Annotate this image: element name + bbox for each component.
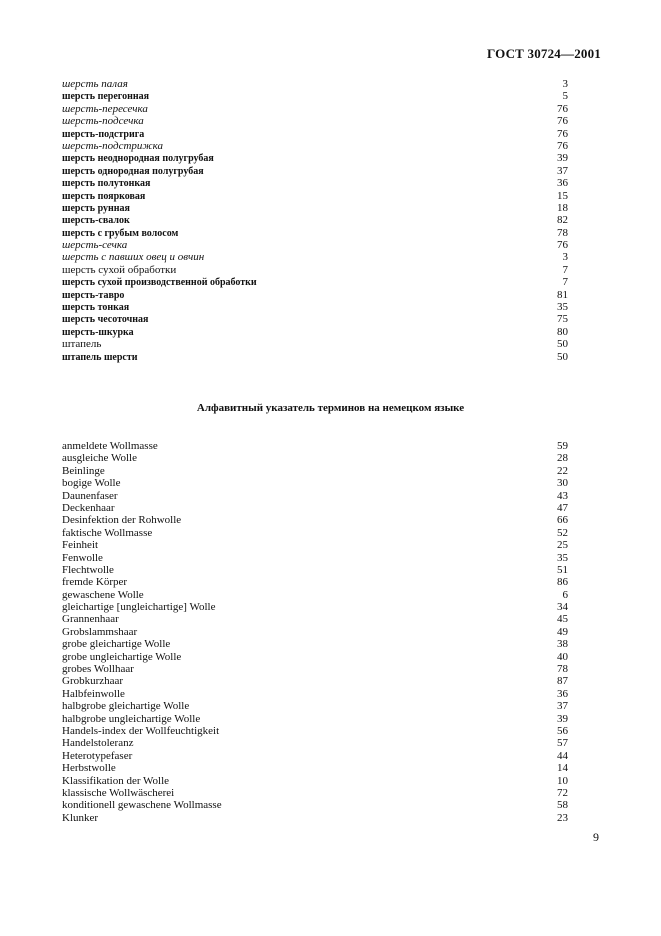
- index-term: шерсть-пересечка: [62, 102, 148, 115]
- index-entry: [62, 514, 568, 526]
- index-page-ref: 44: [557, 749, 568, 762]
- index-page-ref: 47: [557, 501, 568, 514]
- index-entry: [62, 477, 568, 489]
- index-entry: [62, 725, 568, 737]
- index-entry: [62, 663, 568, 675]
- index-page-ref: 43: [557, 489, 568, 502]
- index-term: шерсть сухой производственной обработки: [62, 277, 257, 289]
- index-entry: [62, 227, 568, 239]
- index-entry: [62, 762, 568, 774]
- index-page-ref: 5: [562, 90, 568, 103]
- index-entry: [62, 239, 568, 251]
- index-entry: [62, 638, 568, 650]
- index-entry: [62, 140, 568, 152]
- index-entry: [62, 490, 568, 502]
- index-page-ref: 78: [557, 226, 568, 239]
- index-term: штапель шерсти: [62, 351, 138, 363]
- russian-terms-index: [62, 78, 568, 363]
- index-term: konditionell gewaschene Wollmasse: [62, 799, 222, 812]
- index-term: Beinlinge: [62, 464, 105, 477]
- index-entry: [62, 440, 568, 452]
- index-page-ref: 34: [557, 601, 568, 614]
- index-page-ref: 45: [557, 613, 568, 626]
- index-page-ref: 22: [557, 464, 568, 477]
- index-page-ref: 49: [557, 625, 568, 638]
- index-term: Grobslammshaar: [62, 625, 138, 638]
- index-entry: [62, 251, 568, 263]
- index-page-ref: 15: [557, 189, 568, 202]
- index-term: Herbstwolle: [62, 762, 116, 775]
- index-entry: [62, 787, 568, 799]
- index-entry: [62, 601, 568, 613]
- index-term: halbgrobe ungleichartige Wolle: [62, 712, 201, 725]
- index-entry: [62, 313, 568, 325]
- index-page-ref: 36: [557, 177, 568, 190]
- index-entry: [62, 152, 568, 164]
- index-page-ref: 18: [557, 201, 568, 214]
- index-page-ref: 39: [557, 712, 568, 725]
- index-page-ref: 66: [557, 514, 568, 527]
- index-entry: [62, 202, 568, 214]
- index-term: шерсть-подстрига: [62, 128, 145, 140]
- index-page-ref: 50: [557, 338, 568, 351]
- index-page-ref: 87: [557, 675, 568, 688]
- index-term: шерсть перегонная: [62, 91, 150, 103]
- index-entry: [62, 326, 568, 338]
- index-page-ref: 39: [557, 152, 568, 165]
- index-page-ref: 3: [562, 251, 568, 264]
- index-page-ref: 7: [562, 263, 568, 276]
- index-page-ref: 72: [557, 786, 568, 799]
- index-term: шерсть-тавро: [62, 289, 125, 301]
- index-page-ref: 56: [557, 724, 568, 737]
- index-term: grobe ungleichartige Wolle: [62, 650, 182, 663]
- index-page-ref: 80: [557, 325, 568, 338]
- index-term: шерсть полутонкая: [62, 178, 151, 190]
- index-term: Fenwolle: [62, 551, 103, 564]
- index-term: шерсть однородная полугрубая: [62, 165, 204, 177]
- index-page-ref: 76: [557, 239, 568, 252]
- index-entry: [62, 799, 568, 811]
- index-entry: [62, 552, 568, 564]
- index-term: Grobkurzhaar: [62, 675, 124, 688]
- index-page-ref: 50: [557, 350, 568, 363]
- index-entry: [62, 750, 568, 762]
- index-page-ref: 23: [557, 811, 568, 824]
- index-term: halbgrobe gleichartige Wolle: [62, 700, 190, 713]
- index-page-ref: 76: [557, 139, 568, 152]
- index-page-ref: 51: [557, 563, 568, 576]
- index-entry: [62, 527, 568, 539]
- index-page-ref: 82: [557, 214, 568, 227]
- index-entry: [62, 177, 568, 189]
- index-entry: [62, 700, 568, 712]
- index-page-ref: 37: [557, 164, 568, 177]
- index-term: шерсть палая: [62, 78, 128, 90]
- index-entry: [62, 190, 568, 202]
- index-term: шерсть поярковая: [62, 190, 146, 202]
- index-term: Halbfeinwolle: [62, 687, 125, 700]
- index-entry: [62, 128, 568, 140]
- index-page-ref: 7: [562, 276, 568, 289]
- index-entry: [62, 737, 568, 749]
- index-entry: [62, 589, 568, 601]
- index-term: шерсть с грубым волосом: [62, 227, 179, 239]
- index-page-ref: 78: [557, 663, 568, 676]
- page-number: 9: [593, 830, 599, 844]
- index-term: шерсть-свалок: [62, 215, 130, 227]
- index-term: Klassifikation der Wolle: [62, 774, 170, 787]
- index-entry: [62, 564, 568, 576]
- index-page-ref: 10: [557, 774, 568, 787]
- index-page-ref: 76: [557, 115, 568, 128]
- index-term: grobe gleichartige Wolle: [62, 638, 171, 651]
- index-entry: [62, 90, 568, 102]
- index-entry: [62, 103, 568, 115]
- index-page-ref: 76: [557, 102, 568, 115]
- index-term: Grannenhaar: [62, 613, 119, 626]
- index-term: шерсть неоднородная полугрубая: [62, 153, 214, 165]
- german-terms-index: [62, 440, 568, 824]
- index-term: Feinheit: [62, 539, 99, 552]
- index-term: gewaschene Wolle: [62, 588, 144, 601]
- index-term: fremde Körper: [62, 576, 128, 589]
- index-term: шерсть-подсечка: [62, 115, 144, 128]
- index-entry: [62, 465, 568, 477]
- index-term: шерсть с павших овец и овчин: [62, 251, 205, 264]
- index-page-ref: 57: [557, 737, 568, 750]
- index-page-ref: 35: [557, 301, 568, 314]
- index-entry: [62, 502, 568, 514]
- index-page-ref: 40: [557, 650, 568, 663]
- index-page-ref: 52: [557, 526, 568, 539]
- index-term: ausgleiche Wolle: [62, 452, 137, 465]
- index-term: шерсть рунная: [62, 202, 130, 214]
- index-entry: [62, 713, 568, 725]
- index-page-ref: 28: [557, 452, 568, 465]
- index-entry: [62, 264, 568, 276]
- index-term: Handelstoleranz: [62, 737, 134, 750]
- index-entry: [62, 289, 568, 301]
- index-entry: [62, 576, 568, 588]
- index-term: шерсть-шкурка: [62, 326, 134, 338]
- index-entry: [62, 301, 568, 313]
- index-term: шерсть тонкая: [62, 302, 130, 314]
- index-page-ref: 59: [557, 440, 568, 452]
- index-entry: [62, 351, 568, 363]
- index-term: Handels-index der Wollfeuchtigkeit: [62, 724, 220, 737]
- index-entry: [62, 338, 568, 350]
- index-term: шерсть-сечка: [62, 239, 128, 252]
- index-entry: [62, 775, 568, 787]
- index-term: Deckenhaar: [62, 501, 115, 514]
- index-entry: [62, 165, 568, 177]
- index-term: faktische Wollmasse: [62, 526, 153, 539]
- index-page-ref: 30: [557, 477, 568, 490]
- index-entry: [62, 115, 568, 127]
- index-term: klassische Wollwäscherei: [62, 786, 175, 799]
- index-entry: [62, 214, 568, 226]
- index-term: шерсть-подстрижка: [62, 139, 164, 152]
- index-page-ref: 37: [557, 700, 568, 713]
- index-entry: [62, 812, 568, 824]
- index-entry: [62, 452, 568, 464]
- index-page-ref: 76: [557, 127, 568, 140]
- index-entry: [62, 539, 568, 551]
- index-page-ref: 25: [557, 539, 568, 552]
- index-term: штапель: [62, 338, 102, 351]
- index-page-ref: 35: [557, 551, 568, 564]
- index-page-ref: 36: [557, 687, 568, 700]
- index-term: grobes Wollhaar: [62, 663, 134, 676]
- index-entry: [62, 276, 568, 288]
- index-term: шерсть чесоточная: [62, 314, 149, 326]
- index-page-ref: 6: [562, 588, 568, 601]
- index-entry: [62, 613, 568, 625]
- index-term: шерсть сухой обработки: [62, 263, 177, 276]
- index-page-ref: 38: [557, 638, 568, 651]
- index-page-ref: 3: [562, 78, 568, 90]
- index-entry: [62, 651, 568, 663]
- index-term: Klunker: [62, 811, 99, 824]
- index-term: Flechtwolle: [62, 563, 114, 576]
- index-term: anmeldete Wollmasse: [62, 440, 158, 452]
- index-term: Heterotypefaser: [62, 749, 133, 762]
- index-page-ref: 81: [557, 288, 568, 301]
- index-entry: [62, 688, 568, 700]
- index-term: Desinfektion der Rohwolle: [62, 514, 182, 527]
- index-page-ref: 75: [557, 313, 568, 326]
- index-page-ref: 14: [557, 762, 568, 775]
- index-entry: [62, 626, 568, 638]
- document-header: ГОСТ 30724—2001: [486, 46, 601, 61]
- index-term: gleichartige [ungleichartige] Wolle: [62, 601, 216, 614]
- index-page-ref: 58: [557, 799, 568, 812]
- index-entry: [62, 78, 568, 90]
- index-page-ref: 86: [557, 576, 568, 589]
- index-entry: [62, 675, 568, 687]
- index-term: bogige Wolle: [62, 477, 121, 490]
- section-title: Алфавитный указатель терминов на немецком языке: [196, 402, 465, 414]
- index-term: Daunenfaser: [62, 489, 118, 502]
